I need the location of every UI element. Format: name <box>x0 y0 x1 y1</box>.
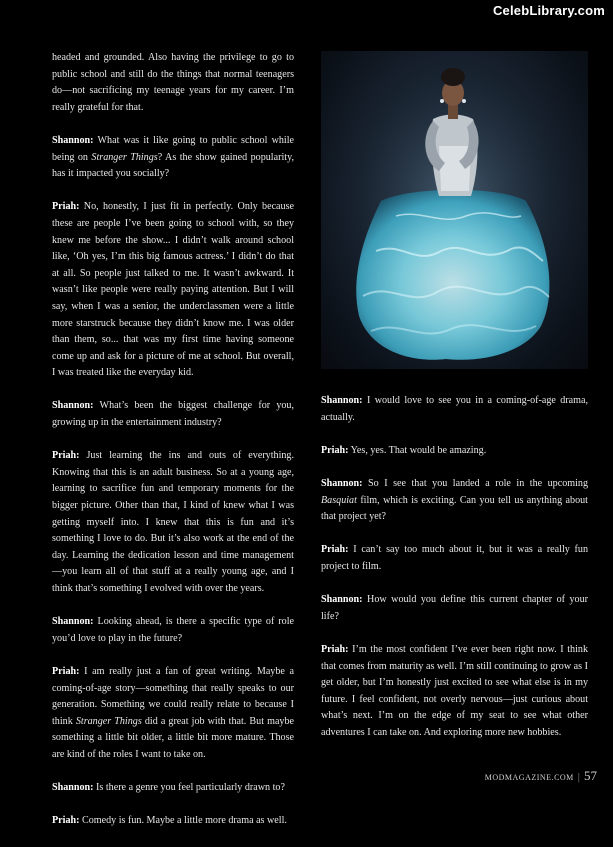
speaker-label: Shannon: <box>321 477 363 489</box>
speaker-label: Priah: <box>52 815 80 827</box>
speaker-label: Shannon: <box>52 134 94 146</box>
speaker-label: Priah: <box>52 450 80 462</box>
paragraph: Priah: Comedy is fun. Maybe a little more drama as well. <box>52 815 287 827</box>
speaker-label: Shannon: <box>52 616 94 628</box>
paragraph: Shannon: Is there a genre you feel particularly drawn to? <box>52 782 285 794</box>
italic-title: Basquiat <box>321 494 357 506</box>
italic-title: Stranger Things <box>75 715 142 727</box>
footer-site: MODMAGAZINE.COM <box>484 773 574 782</box>
speaker-label: Priah: <box>52 665 80 677</box>
paragraph: Priah: Yes, yes. That would be amazing. <box>321 444 487 456</box>
paragraph: Shannon: How would you define this current chapter of your life? <box>321 594 588 622</box>
footer-separator: | <box>577 771 580 783</box>
article-column-left <box>52 50 294 847</box>
paragraph: headed and grounded. Also having the privilege to go to public school and still do the things that normal teenagers do—not sacrificing my teenage years for my career. I’m really grateful for that. <box>52 52 294 113</box>
paragraph: Shannon: What was it like going to public school while being on Stranger Things? As the show gained popularity, has it impacted you socially? <box>52 134 294 180</box>
paragraph: Shannon: I would love to see you in a coming-of-age drama, actually. <box>321 395 588 423</box>
paragraph: Priah: I’m the most confident I’ve ever been right now. I think that comes from maturity as well. I’m still continuing to grow as I get older, but I’m honestly just excited to see what else is in my future. I feel confident, not overly nervous—just curious about what’s next. I’m on the edge of my seat to see what other adventures I can take on. And exploring more new hobbies. <box>321 643 588 738</box>
speaker-label: Priah: <box>321 444 349 456</box>
speaker-label: Priah: <box>321 544 349 556</box>
speaker-label: Shannon: <box>321 594 363 606</box>
paragraph: Priah: I can’t say too much about it, but it was a really fun project to film. <box>321 544 588 572</box>
paragraph: Priah: No, honestly, I just fit in perfectly. Only because these are people I’ve been going to school with, so they knew me before the show... I didn’t walk around school like, ‘Oh yes, I’m this big famous actress.’ I didn’t do that at all. So people just talked to me. It wasn’t awkward. It wasn’t like people were really paying attention. But I will say, when I was a senior, the underclassmen were a little more starstruck because they didn’t know me. I was older than them, so... that was my first time having someone come up and ask for a picture of me at school. But overall, I was treated like the everyday kid. <box>52 201 294 379</box>
paragraph: Shannon: What’s been the biggest challenge for you, growing up in the entertainment industry? <box>52 400 294 429</box>
article-column-right <box>321 393 588 758</box>
page-footer <box>485 768 597 784</box>
paragraph: Priah: Just learning the ins and outs of everything. Knowing that this is an adult business. So at a young age, learning to sacrifice fun and temporary moments for the bigger picture. Other than that, I kind of knew what I was getting myself into. I knew that this is fun and it’s something I love to do. But it’s also work at the end of the day. Learning the dedication lesson and time management—you learn all of that stuff at a really young age, and I think that’s something I evolved with over the years. <box>52 450 294 594</box>
paragraph: Shannon: Looking ahead, is there a specific type of role you’d love to play in the future? <box>52 616 294 644</box>
speaker-label: Priah: <box>321 643 349 655</box>
watermark: CelebLibrary.com <box>492 3 605 18</box>
speaker-label: Shannon: <box>52 782 94 794</box>
paragraph: Priah: I am really just a fan of great writing. Maybe a coming-of-age story—something that really speaks to our generation. Something we could really relate to because I think Stranger Things did a great job with that. But maybe something a little bit older, a little bit more mature. Those are kind of the roles I want to take on. <box>52 665 294 760</box>
page-number: 57 <box>584 768 597 783</box>
speaker-label: Priah: <box>52 201 80 213</box>
speaker-label: Shannon: <box>52 400 94 412</box>
gown-illustration <box>321 51 588 369</box>
speaker-label: Shannon: <box>321 395 363 406</box>
portrait-photo <box>321 51 588 369</box>
italic-title: Stranger Things <box>91 151 158 163</box>
paragraph: Shannon: So I see that you landed a role in the upcoming Basquiat film, which is exciting. Can you tell us anything about that project yet? <box>321 477 588 523</box>
